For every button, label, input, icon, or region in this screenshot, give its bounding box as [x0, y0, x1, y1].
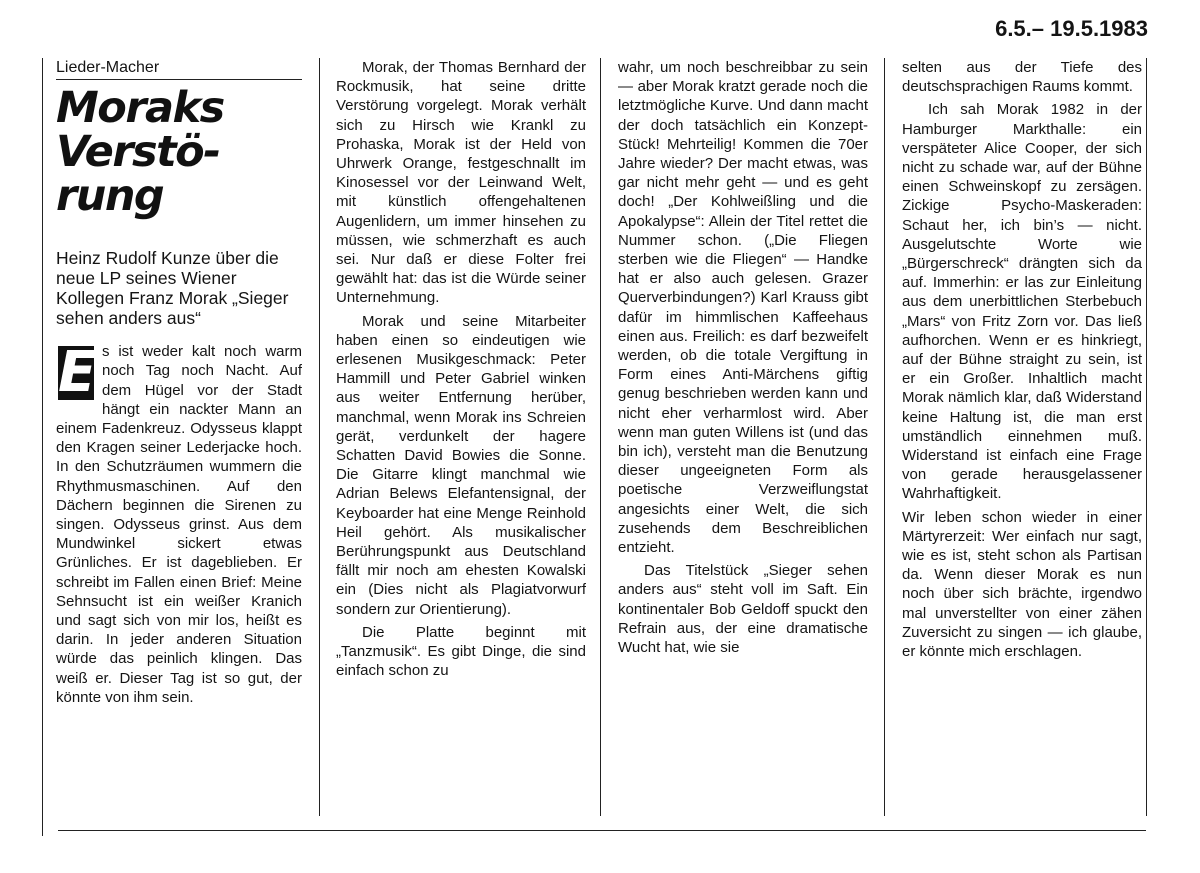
body-paragraph: Die Platte beginnt mit „Tanzmusik“. Es gibt Dinge, die sind einfach schon zu	[336, 623, 586, 680]
body-paragraph: selten aus der Tiefe des deutschsprachigen Raums kommt.	[902, 59, 1142, 96]
headline	[56, 83, 302, 222]
drop-cap: E	[58, 340, 97, 406]
bottom-rule	[58, 830, 1146, 831]
body-paragraph: Ich sah Morak 1982 in der Hamburger Markthalle: ein verspäteter Alice Cooper, der sich nicht zu schade war, auf der Bühne einen Schweinskopf zu zersägen. Zickige Psycho-Maskeraden: Schaut her, ich bin’s — nicht. Ausgelutschte Worte wie „Bürgerschreck“ drängten sich da auf. Immerhin: er las zur Einleitung aus dem unerbittlichen Sterbebuch „Mars“ von Fritz Zorn vor. Das ließ aufhorchen. Wenn er es hinkriegt, auf der Bühne straight zu sein, ist er ein Großer. Inhaltlich macht Morak nämlich klar, daß Widerstand keine Haltung ist, die man erst umständlich einnehmen muß. Widerstand ist einfach eine Frage von gerade herausgelassener Wahrhaftigkeit.	[902, 101, 1142, 503]
column-2	[336, 58, 586, 836]
body-paragraph: s ist weder kalt noch warm noch Tag noch Nacht. Auf dem Hügel vor der Stadt hängt ein nackter Mann an einem Fadenkreuz. Odysseus klappt den Kragen seiner Lederjacke hoch. In den Schutzräumen wummern die Rhythmusmaschinen. Auf den Dächern beginnen die Sirenen zu singen. Odysseus grinst. Aus dem Mundwinkel sickert etwas Grünliches. Er ist dageblieben. Er schreibt im Fallen einen Brief: Meine Sehnsucht ist ein weißer Kranich und sagt sich von mir los, heißt es darin. In jeder anderen Situation würde das peinlich klingen. Das weiß er. Dieser Tag ist so gut, der könnte von ihm sein.	[56, 343, 302, 706]
headline-line: Verstö-	[56, 127, 220, 178]
lead-paragraph-block	[56, 342, 302, 707]
body-paragraph: Das Titelstück „Sieger sehen anders aus“ steht voll im Saft. Ein kontinentaler Bob Geldoff spuckt den Refrain aus, der eine dramatische Wucht hat, wie sie	[618, 562, 868, 657]
body-paragraph: Morak, der Thomas Bernhard der Rockmusik, hat seine dritte Verstörung vorgelegt. Morak verhält sich zu Hirsch wie Krankl zu Prohaska, Morak ist der Held von Uhrwerk Orange, festgeschnallt im Kinosessel vor der Leinwand Welt, mit künstlich offengehaltenen Augenlidern, um immer hinsehen zu müssen, wie schmerzhaft es auch sei. Nur daß er diese Folter frei gewählt hat: das ist die Würde seiner Unternehmung.	[336, 59, 586, 307]
column-rule	[319, 58, 320, 816]
headline-line: rung	[56, 171, 164, 222]
column-rule	[42, 58, 43, 836]
subheadline: Heinz Rudolf Kunze über die neue LP seines Wiener Kollegen Franz Morak „Sieger sehen anders aus“	[56, 248, 289, 329]
body-paragraph: wahr, um noch beschreibbar zu sein — aber Morak kratzt gerade noch die letztmögliche Kurve. Und dann macht der doch tatsächlich ein Konzept-Stück! Mehrteilig! Kommen die 70er Jahre wieder? Der macht etwas, was gar nicht mehr geht — und es geht doch! „Der Kohlweißling und die Apokalypse“: Allein der Titel rettet die Nummer schon. („Die Fliegen sterben wie die Fliegen“ — Handke hat er also auch gelesen. Grazer Querverbindungen?) Karl Krauss gibt dafür im himmlischen Kaffeehaus einen aus. Freilich: es darf bezweifelt werden, ob die totale Vergiftung in Form eines Anti-Märchens giftig genug beschrieben werden kann und nicht eher verharmlost wird. Aber wenn man guten Willens ist (und das bin ich), versteht man die Benutzung dieser ungeeigneten Form als poetische Verzweiflungstat angesichts einer Welt, die sich zusehends dem Beschreiblichen entzieht.	[618, 59, 868, 557]
issue-date: 6.5.– 19.5.1983	[995, 16, 1148, 41]
column-4	[902, 58, 1142, 836]
body-paragraph: Morak und seine Mitarbeiter haben einen so eindeutigen wie erlesenen Musikgeschmack: Peter Hammill und Peter Gabriel winken aus weiter Entfernung herüber, manchmal, wenn Morak ins Schreien gerät, verdunkelt der hagere Schatten David Bowies die Sonne. Die Gitarre klingt manchmal wie Adrian Belews Elefantensignal, der Keyboarder hat eine Menge Reinhold Heil gehört. Als musikalischer Berührungspunkt aus Deutschland fällt mir noch am ehesten Kowalski ein (Dies nicht als Plagiatvorwurf sondern zur Orientierung).	[336, 312, 586, 618]
column-rule	[600, 58, 601, 816]
article	[42, 58, 1148, 836]
column-3	[618, 58, 868, 836]
column-rule	[884, 58, 885, 816]
headline-line: Moraks	[56, 83, 224, 134]
body-paragraph: Wir leben schon wieder in einer Märtyrerzeit: Wer einfach nur sagt, wie es ist, steht schon als Partisan da. Wenn dieser Morak es nun noch über sich brächte, irgendwo mal unverstellter von einer zähen Zuversicht zu singen — ich glaube, er könnte mich erschlagen.	[902, 508, 1142, 661]
section-label: Lieder-Macher	[56, 58, 302, 80]
column-rule	[1146, 58, 1147, 816]
column-1	[56, 58, 302, 836]
